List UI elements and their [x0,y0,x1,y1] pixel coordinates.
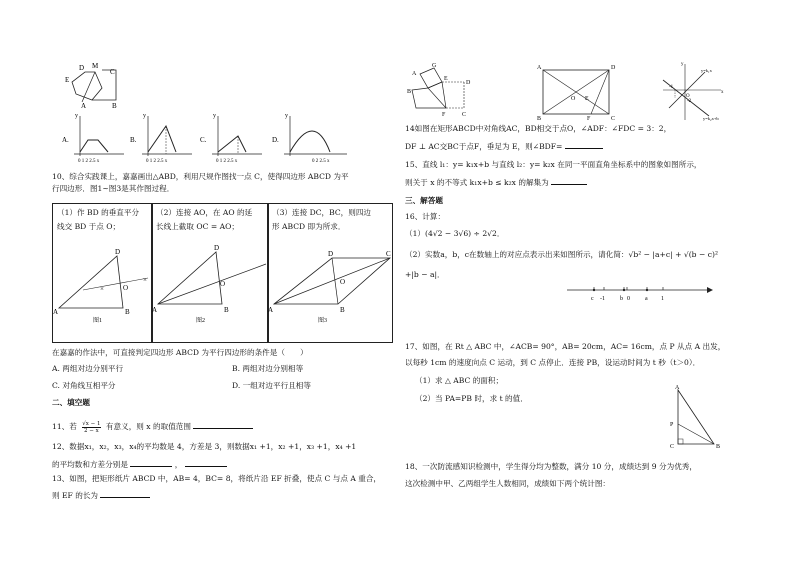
svg-text:-2: -2 [687,99,692,104]
svg-text:O: O [123,284,129,292]
q10-question: 在嘉嘉的作法中，可直接判定四边形 ABCD 为平行四边形的条件是（ ） [52,348,308,357]
q14-line1: 14如图在矩形ABCD中对角线AC，BD相交于点O，∠ADF：∠FDC = 3：2， [405,124,672,133]
q15-lines-figure [655,60,745,122]
step1-text-1: （1）作 BD 的垂直平分 [57,208,140,217]
q13-line1: 13、如图，把矩形纸片 ABCD 中，AB= 4，BC= 8，将纸片沿 EF 折叠，使点 C 与点 A 重合， [52,474,382,483]
q13-fold-figure [406,62,476,122]
q17-part2: （2）当 PA=PB 时，求 t 的值． [415,394,528,403]
svg-text:-1: -1 [600,296,605,302]
q13-answer-blank[interactable] [100,489,150,498]
svg-text:O: O [686,94,690,99]
svg-text:C: C [110,68,115,76]
pentagon-figure [62,62,122,110]
svg-text:D: D [328,250,334,258]
q17-line1: 17、如图，在 Rt △ ABC 中，∠ACB= 90°，AB= 20cm，AC= 16cm，点 P 从点 A 出发， [405,342,726,351]
svg-text:×: × [100,285,104,293]
svg-text:0: 0 [627,296,630,302]
svg-text:y: y [681,62,684,67]
svg-text:C.: C. [200,136,207,144]
svg-text:b: b [620,296,623,302]
svg-text:O: O [220,280,226,288]
q15-prefix: 则关于 x 的不等式 k₁x+b ≤ k₂x 的解集为 [405,178,549,187]
svg-text:C: C [670,444,675,450]
step2-text-2: 长线上截取 OC = AO； [156,222,239,231]
q18-line2: 这次检测中甲、乙两组学生人数相同，成绩如下两个统计图： [405,479,611,488]
q11-denominator: 2 − x [84,427,99,434]
svg-text:0 1 2 2.5 x: 0 1 2 2.5 x [78,159,100,164]
q12-blank-mean[interactable] [130,458,172,467]
svg-text:0 1 2 2.5 x: 0 1 2 2.5 x [216,159,238,164]
svg-text:A: A [537,65,542,71]
svg-text:A: A [675,385,680,391]
step1-panel [52,203,153,343]
svg-text:y: y [143,113,146,119]
svg-text:O: O [571,96,576,102]
svg-text:E: E [444,76,448,82]
q16-part2-line1: （2）实数a，b，c在数轴上的对应点表示出来如图所示，请化简：√b² − |a+c| + √(b − c)² [405,250,718,259]
svg-text:B: B [125,308,130,316]
svg-text:y: y [213,113,216,119]
q15-line2 [405,176,587,188]
q16-part1: （1）(4√2 − 3√6) ÷ 2√2． [405,229,505,238]
step2-panel [151,203,269,343]
svg-text:D.: D. [272,136,279,144]
q17-triangle-figure [668,384,728,454]
section-fill-blank: 二、填空题 [52,398,90,407]
svg-text:图2: 图2 [196,318,206,324]
svg-text:D: D [611,65,616,71]
q12-sep: ， [174,460,183,469]
q11-fraction [82,421,100,434]
svg-text:C: C [611,116,616,122]
svg-text:B.: B. [130,136,137,144]
svg-text:E: E [65,76,70,84]
svg-text:B: B [716,444,721,450]
fig2-diagram [152,242,268,342]
svg-text:B: B [407,89,412,95]
svg-text:F: F [587,116,591,122]
svg-text:M: M [92,62,99,70]
svg-text:E: E [585,96,589,102]
svg-text:A: A [412,71,417,77]
svg-text:图3: 图3 [318,318,328,324]
svg-text:B: B [112,102,117,110]
option-graphs [62,112,362,162]
q14-prefix: DF ⊥ AC交BC于点F，垂足为 E，则∠BDF= [405,142,563,151]
svg-text:P: P [670,422,674,428]
svg-text:0 2 2.5 x: 0 2 2.5 x [312,159,330,164]
q17-line2: 以每秒 1cm 的速度向点 C 运动，到 C 点停止．连接 PB，设运动时间为 t 秒（t＞0）． [405,358,701,367]
q15-line1: 15、直线 l₁：y= k₁x+b 与直线 l₂：y= k₂x 在同一平面直角坐标系中的图象如图所示， [405,160,702,169]
q13-prefix: 则 EF 的长为 [52,491,99,500]
q17-part1: （1）求 △ ABC 的面积； [415,376,504,385]
choice-b: B. 两组对边分别相等 [232,364,304,373]
q11-numerator: √x − 1 [82,420,101,427]
svg-text:D: D [115,248,121,256]
q11-pre: 11、若 [52,422,77,431]
q11-answer-blank[interactable] [193,420,253,429]
q13-line2 [52,489,150,501]
svg-text:×: × [143,276,147,284]
svg-text:D: D [214,244,220,252]
svg-text:D: D [79,64,85,72]
choice-a: A. 两组对边分别平行 [52,364,124,373]
q11-post: 有意义，则 x 的取值范围 [105,422,191,431]
choice-c: C. 对角线互相平分 [52,381,116,390]
q10-line1: 10、综合实践课上，嘉嘉画出△ABD，利用尺规作图找一点 C，使得四边形 ABCD 为平 [52,172,349,181]
svg-text:A: A [53,308,59,316]
step3-text-2: 形 ABCD 即为所求． [272,222,346,231]
q12-prefix: 的平均数和方差分别是 [52,460,128,469]
step3-text-1: （3）连接 DC，BC，则四边 [272,208,372,217]
q18-line1: 18、一次防流感知识检测中，学生得分均为整数，满分 10 分，成绩达到 9 分为优秀， [405,462,697,471]
q14-line2 [405,140,603,152]
svg-text:G: G [432,63,437,69]
q12-line2 [52,458,227,470]
svg-text:A: A [81,102,87,110]
svg-text:a: a [645,296,648,302]
svg-text:B: B [340,306,345,314]
q11 [52,420,253,434]
svg-text:A.: A. [62,136,69,144]
q15-answer-blank[interactable] [551,176,587,185]
step1-text-2: 线交 BD 于点 O； [57,222,121,231]
svg-text:0 1 2 2.5 x: 0 1 2 2.5 x [146,159,168,164]
svg-text:A: A [268,306,274,314]
q10-line2: 行四边形．图1~图3是其作图过程． [52,184,175,193]
svg-text:C: C [386,250,391,258]
q12-line1: 12、数据x₁，x₂，x₃，x₄的平均数是 4，方差是 3，则数据x₁ +1，x₂ +1，x₃ +1，x₄ +1 [52,442,357,451]
number-line [565,282,715,308]
q12-blank-variance[interactable] [185,458,227,467]
q16-title: 16、计算： [405,212,446,221]
q14-answer-blank[interactable] [565,140,603,149]
svg-text:C: C [462,112,467,118]
fig1-diagram [53,242,152,342]
svg-text:-1: -1 [669,85,674,90]
q16-part2-line2: +|b − a|． [405,270,445,279]
svg-text:x: x [721,90,724,95]
svg-text:图1: 图1 [93,318,103,324]
choice-d: D. 一组对边平行且相等 [232,381,311,390]
svg-text:y=k₂x+b: y=k₂x+b [703,116,719,121]
step3-panel [267,203,393,343]
svg-text:y: y [75,113,78,119]
fig3-diagram [268,242,392,342]
svg-text:y=k₁x: y=k₁x [701,68,712,73]
svg-text:c: c [591,296,594,302]
svg-text:1: 1 [661,296,664,302]
svg-text:A: A [152,306,158,314]
q14-rectangle-figure [535,62,625,122]
svg-text:B: B [224,306,229,314]
svg-text:D: D [466,80,471,86]
svg-text:O: O [340,278,346,286]
section-solutions: 三、解答题 [405,196,443,205]
step2-text-1: （2）连接 AO，在 AO 的延 [156,208,253,217]
svg-text:B: B [537,116,542,122]
svg-text:F: F [442,112,446,118]
svg-text:y: y [285,113,288,119]
